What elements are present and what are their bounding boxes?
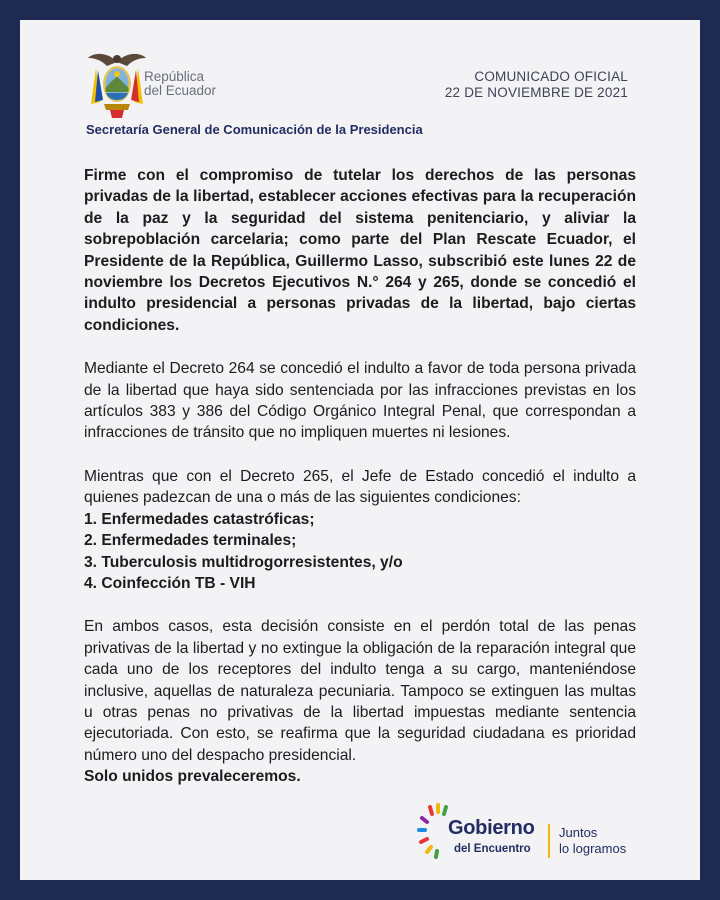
document-type: COMUNICADO OFICIAL	[474, 69, 628, 84]
ecuador-coat-of-arms-icon	[86, 46, 148, 126]
paragraph-decree-265: Mientras que con el Decreto 265, el Jefe de Estado concedió el indulto a quienes padezcan de una o más de las siguientes condiciones:	[84, 467, 636, 507]
slogan	[559, 825, 626, 857]
slogan-line-1: Juntos	[559, 825, 598, 840]
list-item: 1. Enfermedades catastróficas;	[84, 510, 315, 528]
document-date: 22 DE NOVIEMBRE DE 2021	[444, 85, 628, 100]
issuing-office: Secretaría General de Comunicación de la Presidencia	[86, 122, 423, 137]
logo-title: Gobierno	[448, 817, 535, 839]
communique-header	[445, 69, 628, 101]
gobierno-del-encuentro-logo	[416, 802, 646, 864]
republic-line-1: República	[144, 69, 205, 84]
paragraph-scope: En ambos casos, esta decisión consiste en el perdón total de las penas privativas de la libertad y no extingue la obligación de la reparación integral que cada uno de los receptores del indulto tenga a su cargo, manteniéndose inclusive, aquellas de naturaleza pecuniaria. Tampoco se extinguen las multas u otras penas no privativas de la libertad impuestas mediante sentencia ejecutoriada. Con esto, se reafirma que la seguridad ciudadana es prioridad número uno del despacho presidencial.	[84, 618, 636, 764]
republic-name	[144, 70, 216, 98]
paragraph-intro: Firme con el compromiso de tutelar los derechos de las personas privadas de la libertad, establecer acciones efectivas para la recuperación de la paz y la seguridad del sistema penitenciario, y aliviar la sobrepoblación carcelaria; como parte del Plan Rescate Ecuador, el Presidente de la República, Guillermo Lasso, subscribió este lunes 22 de noviembre los Decretos Ejecutivos N.° 264 y 265, donde se concedió el indulto presidencial a personas privadas de la libertad, bajo ciertas condiciones.	[84, 167, 636, 334]
logo-divider	[548, 824, 550, 858]
document-page	[20, 20, 700, 880]
list-item: 2. Enfermedades terminales;	[84, 532, 297, 550]
paragraph-decree-264: Mediante el Decreto 264 se concedió el indulto a favor de toda persona privada de la libertad que haya sido sentenciada por las infracciones previstas en los artículos 383 y 386 del Código Orgánico Integral Penal, que correspondan a infracciones de tránsito que no impliquen muertes ni lesiones.	[84, 360, 636, 442]
list-item: 3. Tuberculosis multidrogorresistentes, y/o	[84, 553, 403, 571]
conditions-list	[84, 509, 636, 595]
logo-subtitle: del Encuentro	[454, 843, 531, 855]
closing-line: Solo unidos prevaleceremos.	[84, 768, 301, 786]
slogan-line-2: lo logramos	[559, 841, 627, 856]
list-item: 4. Coinfección TB - VIH	[84, 574, 256, 592]
republic-line-2: del Ecuador	[144, 83, 217, 98]
communique-body	[84, 165, 636, 788]
